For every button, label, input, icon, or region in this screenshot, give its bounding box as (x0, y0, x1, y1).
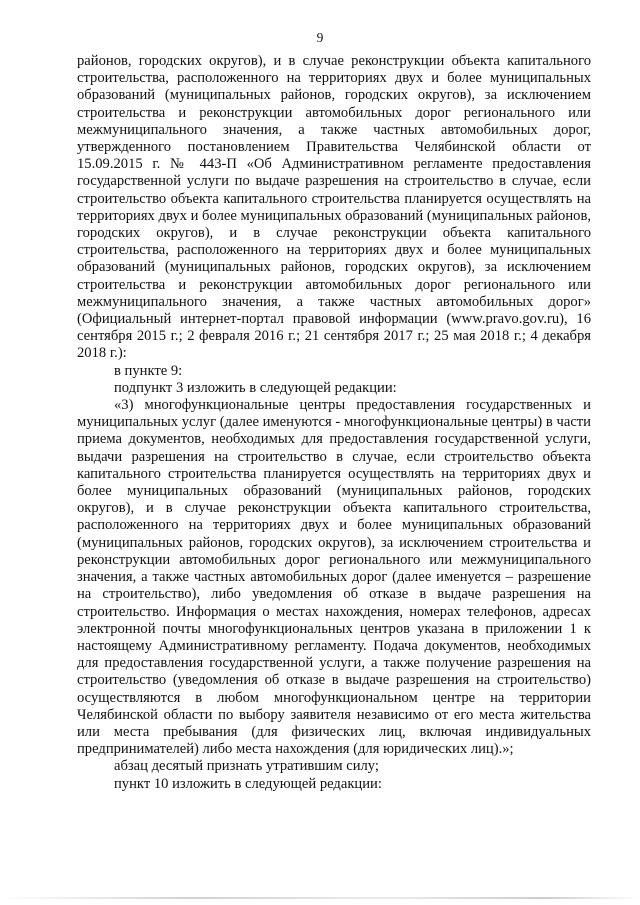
paragraph-new-wording: «3) многофункциональные центры предоставления государственных и муниципальных услуг (далее именуются - многофункциональные центры) в части приема документов, необходимых для предоставления государственной услуги, выдачи разрешения на строительство в случае, если строительство объекта капитального строительства планируется осуществлять на территориях двух и более муниципальных образований (муниципальных районов, городских округов), и в случае реконструкции объекта капитального строительства, расположенного на территориях двух и более муниципальных образований (муниципальных районов, городских округов), за исключением строительства и реконструкции автомобильных дорог регионального или межмуниципального значения, а также частных автомобильных дорог (далее именуется – разрешение на строительство), либо уведомления об отказе в выдаче разрешения на строительство. Информация о местах нахождения, номерах телефонов, адресах электронной почты многофункциональных центров указана в приложении 1 к настоящему Административному регламенту. Подача документов, необходимых для предоставления государственной услуги, а также получение разрешения на строительство (уведомления об отказе в выдаче разрешения на строительство) осуществляются в любом многофункциональном центре на территории Челябинской области по выбору заявителя независимо от его места жительства или места пребывания (для физических лиц, включая индивидуальных предпринимателей) либо места нахождения (для юридических лиц).»; (77, 397, 591, 758)
paragraph-repeal: абзац десятый признать утратившим силу; (114, 758, 379, 775)
page-number: 9 (316, 30, 324, 45)
paragraph-point-9: в пункте 9: (114, 362, 183, 379)
scan-edge-shadow (0, 897, 640, 899)
document-body (77, 53, 591, 793)
paragraph-reference: районов, городских округов), и в случае реконструкции объекта капитального строительства, расположенного на территориях двух и более муниципальных образований (муниципальных районов, городских округов), за исключением строительства и реконструкции автомобильных дорог регионального или межмуниципального значения, а также частных автомобильных дорог, утвержденного постановлением Правительства Челябинской области от 15.09.2015 г. № 443-П «Об Административном регламенте предоставления государственной услуги по выдаче разрешения на строительство в случае, если строительство объекта капитального строительства планируется осуществлять на территориях двух и более муниципальных образований (муниципальных районов, городских округов), и в случае реконструкции объекта капитального строительства, расположенного на территориях двух и более муниципальных образований (муниципальных районов, городских округов), за исключением строительства и реконструкции автомобильных дорог регионального или межмуниципального значения, а также частных автомобильных дорог» (Официальный интернет-портал правовой информации (www.pravo.gov.ru), 16 сентября 2015 г.; 2 февраля 2016 г.; 21 сентября 2017 г.; 25 мая 2018 г.; 4 декабря 2018 г.): (77, 53, 591, 362)
paragraph-subpoint-3: подпункт 3 изложить в следующей редакции: (114, 379, 397, 396)
paragraph-point-10: пункт 10 изложить в следующей редакции: (114, 775, 382, 792)
